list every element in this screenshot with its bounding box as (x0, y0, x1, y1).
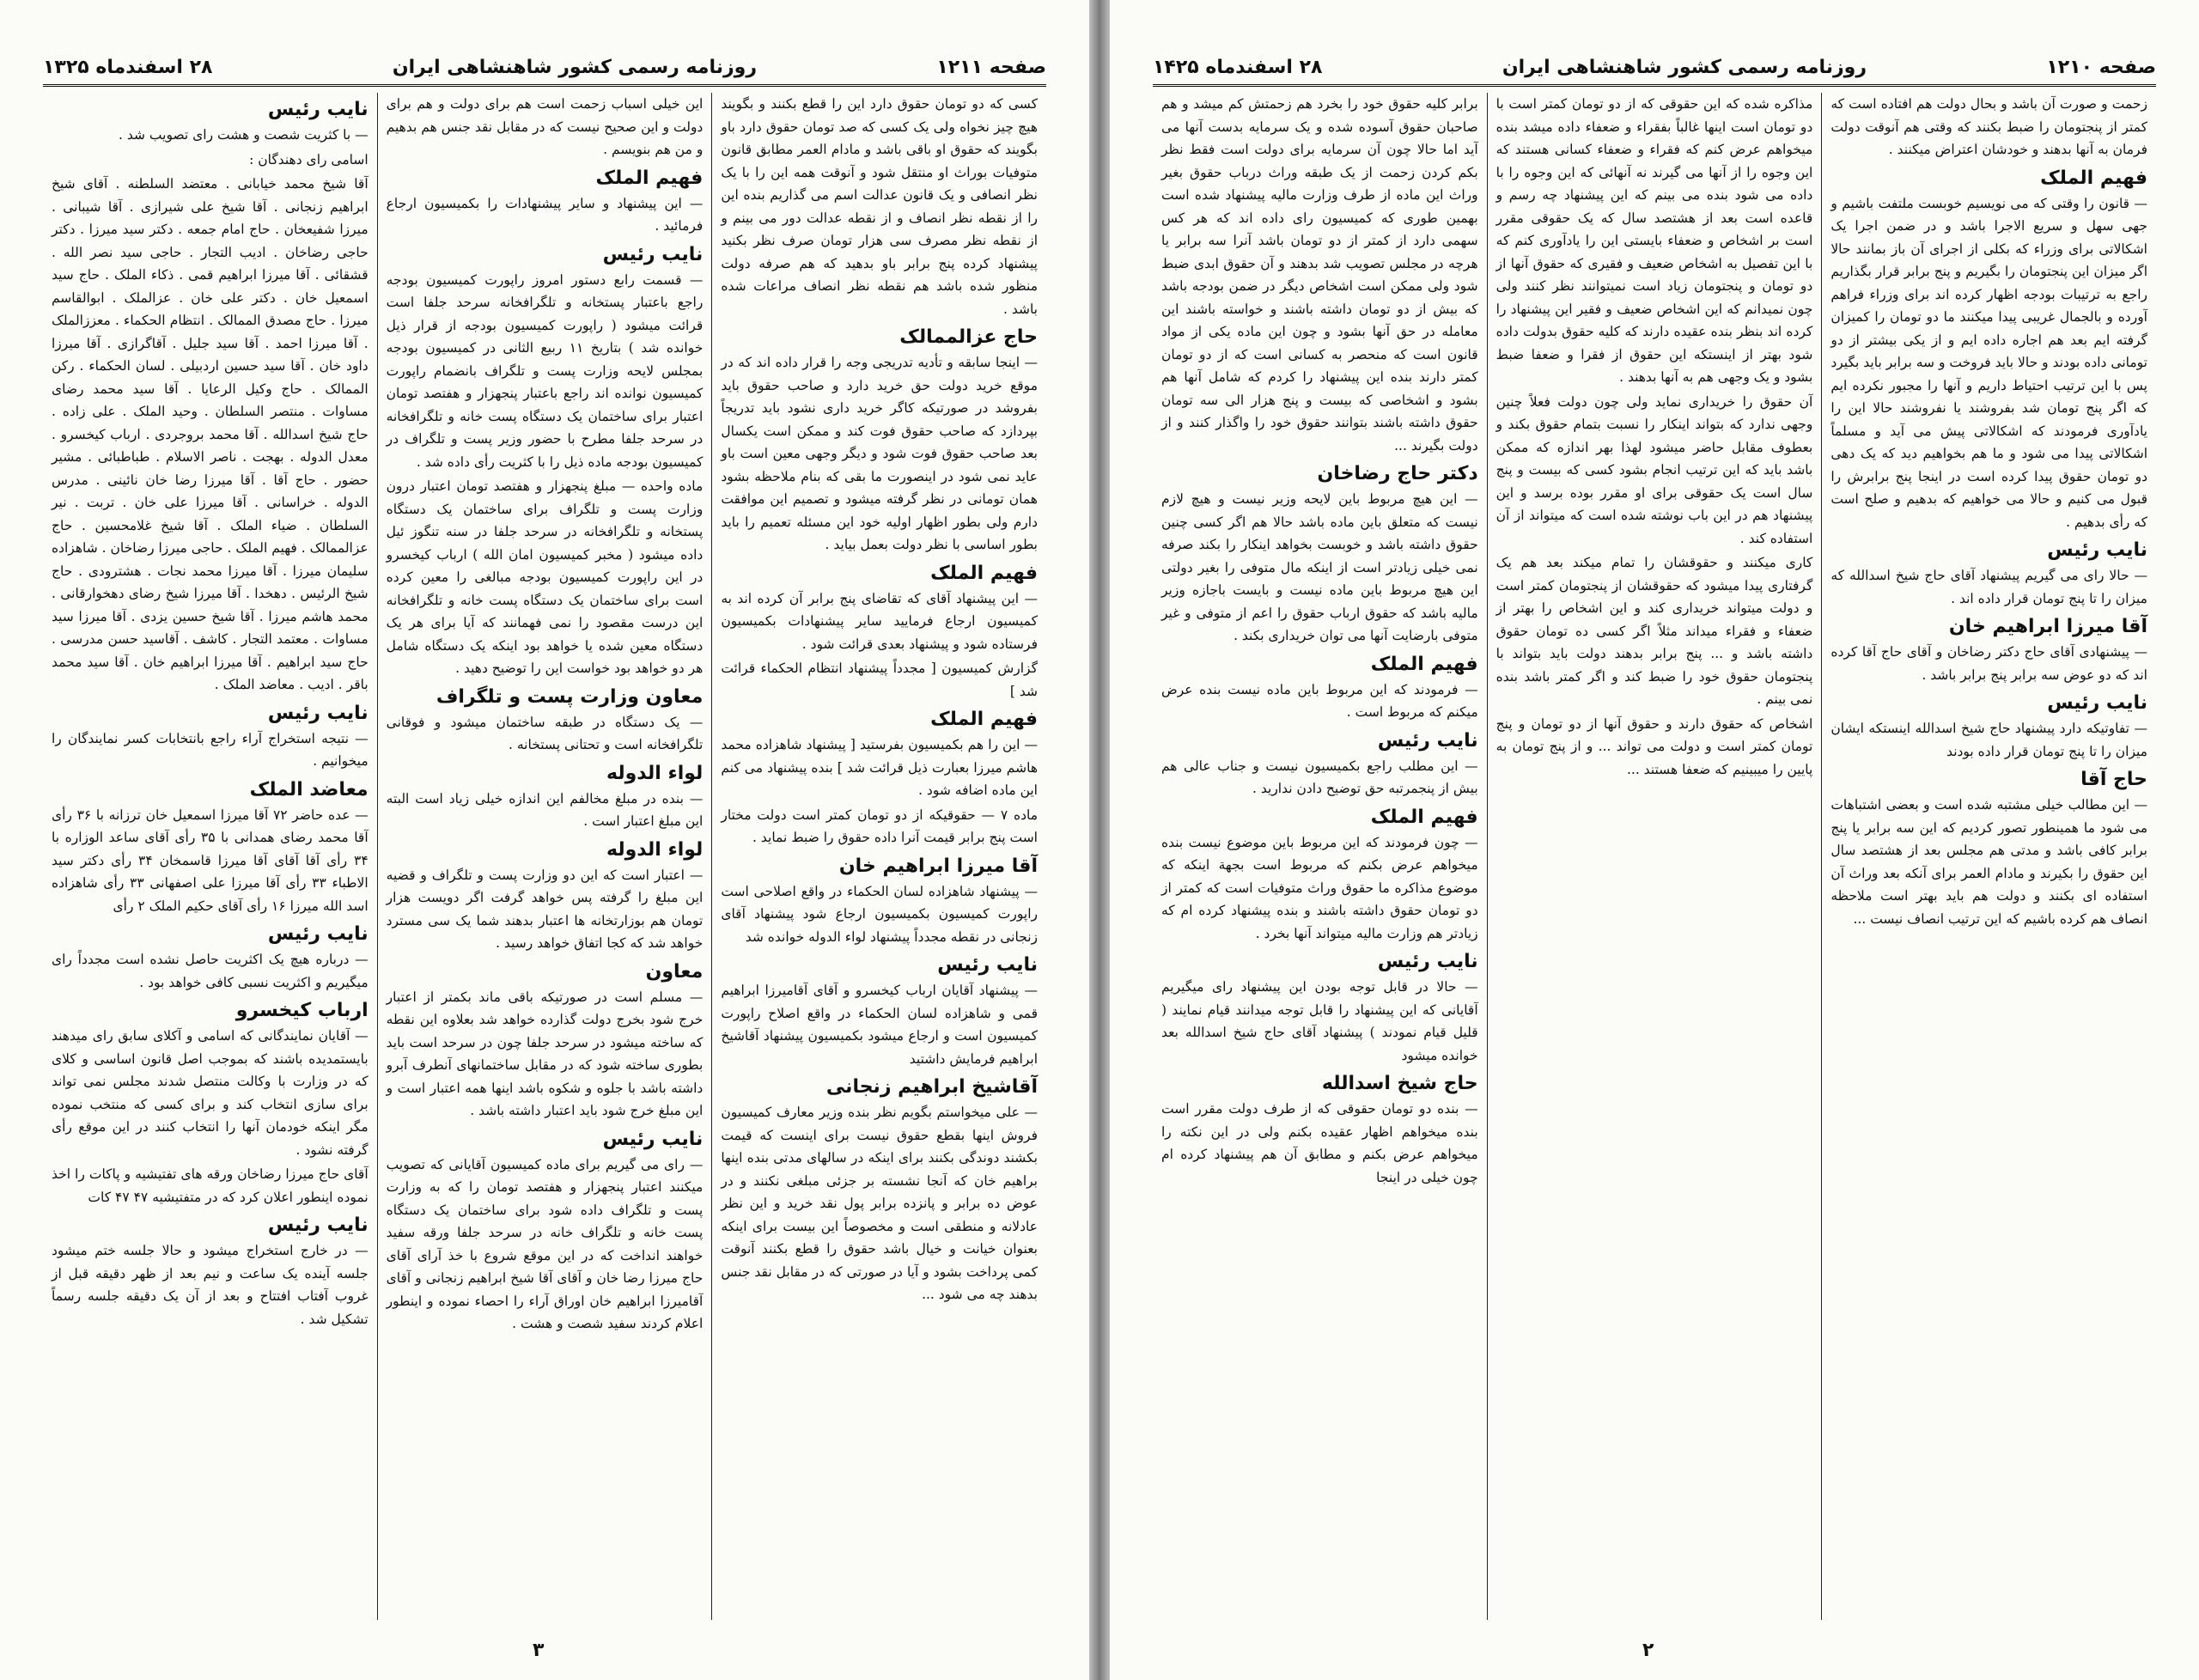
speaker-heading: آقاشیخ ابراهیم زنجانی (825, 1076, 1038, 1098)
paragraph: — درباره هیچ یک اکثریت حاصل نشده است مجدداً رای میگیریم و اکثریت نسبی کافی خواهد بود . (51, 952, 369, 990)
column-area (43, 93, 1046, 1620)
speaker-heading: نایب رئیس (937, 954, 1038, 976)
paragraph: — پیشنهادی آقای حاج دکتر رضاخان و آقای حاج آقا کرده اند که دو عوض سه برابر پنج برابر باشد . (1830, 644, 2147, 683)
text-column (1487, 93, 1822, 1620)
speaker-heading: نایب رئیس (267, 702, 369, 724)
paragraph: برابر کلیه حقوق خود را بخرد هم زحمتش کم میشد و هم صاحبان حقوق آسوده شده و یک سرمایه بدست آنها می آید اما حالا چون آن سرمایه برای دولت است فقط نظر بکم کردن زحمت از یک طبقه وراث درباب حقوق بغیر وراث این ماده از طرف وزارت مالیه پیشنهاد شده است بهمین طوری که کمیسیون رای داده اند که هر کس سهمی دارد از کمتر از دو تومان باشد آنرا سه برابر یا هرچه در مجلس تصویب شد بدهند و آن حقوق ابدی ضبط شود ولی ممکن است اشخاص دیگر در ضمن بودجه باشد که بیش از دو تومان داشته باشند و خواسته باشند این معامله در حق آنها بشود و چون این ماده یکی از مواد قانون است که منحصر به کسانی است که از دو تومان کمتر دارند بنده این پیشنهاد را کردم که شامل آنها هم بشود و اشخاصی که بیست و پنج هزار الی سه تومان حقوق داشته باشند بتوانند حقوق خود را واگذار کنند و از دولت بگیرند ... (1160, 96, 1478, 453)
issue-date: ۲۸ اسفندماه ۱۴۲۵ (1153, 56, 1323, 78)
paragraph: — چون فرمودند که این مربوط باین موضوع نیست بنده میخواهم عرض بکنم که مربوط است بجهة اینکه که موضوع مذاکره ما حقوق وراث متوفیات است که کمتر از دو تومان حقوق داشته باشند و بنده پیشنهاد کرده ام که زیادتر هم وزارت مالیه میتواند آنها بخرد . (1160, 834, 1478, 941)
paragraph: — مسلم است در صورتیکه باقی ماند بکمتر از اعتبار خرج شود بخرج دولت گذارده خواهد شد بعلاوه این نقطه که ساخته میشود در سرحد جلفا چون در سرحد است باید بطوری ساخته شود که در مقابل ساختمانهای آنطرف آبرو داشته باشد با جلوه و شکوه باشد اینها همه اعتبار است و این مبلغ خرج شود باید اعتبار داشته باشد . (386, 989, 704, 1118)
paragraph: اشخاص که حقوق دارند و حقوق آنها از دو تومان و پنج تومان کمتر است و دولت می تواند ... و از پنج تومان به پایین را میبینیم که ضعفا هستند ... (1495, 715, 1813, 777)
paragraph: — پیشنهاد شاهزاده لسان الحکماء در واقع اصلاحی است راپورت کمیسیون بکمیسیون ارجاع شود پیشنهاد آقای زنجانی در نقطه مجدداً پیشنهاد لواء الدوله خوانده شد (721, 883, 1038, 945)
paragraph: — قسمت رابع دستور امروز راپورت کمیسیون بودجه راجع باعتبار پستخانه و تلگرافخانه سرحد جلفا است قرائت میشود ( راپورت کمیسیون بودجه از قرار ذیل خوانده شد ) بتاریخ ۱۱ ربیع الثانی در کمیسیون بودجه بمجلس لایحه وزارت پست و تلگراف بانضمام راپورت کمیسیون نوانده اند راجع باعتبار پنجهزار و هفتصد تومان اعتبار برای ساختمان یک دستگاه پست خانه و تلگرافخانه در سرحد جلفا مطرح با حضور وزیر پست و تلگراف در کمیسیون بودجه ماده ذیل را با کثریت رأی داده شد . (386, 271, 704, 470)
speaker-heading: فهیم الملک (2040, 167, 2147, 189)
speaker-heading: نایب رئیس (2047, 692, 2147, 714)
paragraph: آقا شیخ محمد خیابانی . معتضد السلطنه . آقای شیخ ابراهیم زنجانی . آقا شیخ علی شیرازی . آقا شیبانی . میرزا شفیعخان . حاج امام جمعه . دکتر سید میرزا . دکتر حاجی رضاخان . ادیب التجار . حاجی سید نصر الله . قشقائی . آقا میرزا ابراهیم قمی . ذکاء الملک . حاج سید اسمعیل خان . دکتر علی خان . عزالملک . ابوالقاسم میرزا . حاج مصدق الممالک . انتظام الحکماء . معززالملک . آقا میرزا احمد . آقا سید جلیل . آقاگرازی . آقا میرزا داود خان . آقا سید حسین اردبیلی . لسان الحکماء . رکن الممالک . حاج وکیل الرعایا . آقا سید محمد رضای مساوات . منتصر السلطان . وحید الملک . علی زاده . حاج شیخ اسدالله . آقا محمد بروجردی . ارباب کیخسرو . معدل الدوله . بهجت . ناصر الاسلام . طباطبائی . مشیر حضور . حاج آقا . آقا میرزا رضا خان نائینی . مدرس الدوله . خراسانی . آقا میرزا علی خان . تربت . نیر السلطان . ضیاء الملک . آقا شیخ غلامحسین . حاج عزالممالک . فهیم الملک . حاجی میرزا رضاخان . شاهزاده سلیمان میرزا . آقا میرزا محمد نجات . هشترودی . حاج شیخ الرئیس . دهخدا . آقا میرزا شیخ رضای دهخوارقانی . محمد هاشم میرزا . آقا شیخ حسین یزدی . آقا میرزا سید مساوات . معتمد التجار . کاشف . آقاسید حسن مدرسی . حاج سید ابراهیم . آقا میرزا ابراهیم خان . آقا سید محمد باقر . ادیب . معاضد الملک . (51, 176, 369, 692)
speaker-heading: آقا میرزا ابراهیم خان (838, 855, 1038, 877)
paragraph: کاری میکنند و حقوقشان را تمام میکند بعد هم یک گرفتاری پیدا میشود که حقوقشان از پنجتومان کمتر است و دولت میتواند خریداری کند و این اشخاص را بهتر از ضعفاء و فقراء میداند مثلاً اگر کسی ده تومان حقوق داشته باشد و ... پنج برابر بدهند دولت باید بتواند با پنجتومان حقوق خود را ضبط کند و اگر کمتر باشد بنده نمی بینم . (1495, 555, 1813, 707)
speaker-heading: نایب رئیس (267, 1214, 369, 1236)
speaker-heading: معاون (645, 960, 704, 983)
paragraph: — این را هم بکمیسیون بفرستید [ پیشنهاد شاهزاده محمد هاشم میرزا بعبارت ذیل قرائت شد ] بنده پیشنهاد می کنم این ماده اضافه شود . (721, 737, 1038, 798)
paragraph: — این پیشنهاد و سایر پیشنهادات را بکمیسیون ارجاع فرمائید . (386, 195, 704, 234)
paragraph: — حالا در قابل توجه بودن این پیشنهاد رای میگیریم آقایانی که این پیشنهاد را قابل توجه میدانند قیام نمایند ( قلیل قیام نمودند ) پیشنهاد آقای حاج شیخ اسدالله بعد خوانده میشود (1160, 979, 1478, 1063)
speaker-heading: نایب رئیس (267, 99, 369, 120)
speaker-heading: نایب رئیس (1377, 951, 1478, 972)
paragraph: — عده حاضر ۷۲ آقا میرزا اسمعیل خان ترزانه با ۳۶ رأی آقا محمد رضای همدانی با ۳۵ رأی آقای ساعد الوزاره با ۳۴ رأی آقا آقای آقا میرزا قاسمخان ۳۴ رأی دکتر سید الاطباء ۳۳ رأی آقا میرزا علی اصفهانی ۳۳ رأی شاهزاده اسد الله میرزا ۱۶ رأی آقای حکیم الملک ۲ رأی (51, 807, 369, 914)
paragraph: — این هیچ مربوط باین لایحه وزیر نیست و هیچ لازم نیست که متعلق باین ماده باشد حالا هم اگر کسی چنین حقوق داشته باشد و خوبست بخواهد اینکار را بکند صرفه نمی خیلی زیادتر است از اینکه مال متوفی را بغیر دولتی این هیچ مربوط باین ماده نیست و بایست باجازه وزیر مالیه باشد که حقوق ارباب حقوق را اعم از متوفی و غیر متوفی بارضایت آنها می توان خریداری بکند . (1160, 491, 1478, 643)
paragraph: — حالا رای می گیریم پیشنهاد آقای حاج شیخ اسدالله که میزان را تا پنج تومان قرار داده اند . (1830, 568, 2147, 606)
speaker-heading: آقا میرزا ابراهیم خان (1948, 616, 2147, 637)
paragraph: آقای حاج میرزا رضاخان ورقه های تفتیشیه و پاکات را اخذ نموده اینطور اعلان کرد که در متفتیشیه ۴۷ ۴۷ کات (51, 1166, 369, 1205)
paragraph: گزارش کمیسیون [ مجدداً پیشنهاد انتظام الحکماء قرائت شد ] (721, 660, 1038, 699)
paragraph: مذاکره شده که این حقوقی که از دو تومان کمتر است با دو تومان است اینها غالباً بفقراء و ضعفاء داده میشد بنده میخواهم عرض کنم که فقراء و ضعفاء کسانی هستند که این وجوه را از آنها می گیرند نه آنهائی که این وجوه را با داده می شود بنده می بینم که این پیشنهاد چه رسم و قاعده است بعد از هشتصد سال که یک حقوقی مقرر است بر اشخاص و ضعفاء بایستی این را یادآوری کنم که با این تفصیل به اشخاص ضعیف و فقیری که حقوق آنها از دو تومان و پنجتومان زیاد است نمیتوانند نظر کنند ولی چون نمیدانم که این اشخاص ضعیف و فقیر این پیشنهاد را کرده اند بنظر بنده عقیده دارند که کلیه حقوق بدولت داده شود بهتر از اینستکه این حقوق از فقرا و ضعفا ضبط بشود و یک وجهی هم به آنها بدهند . (1495, 96, 1813, 385)
paragraph: — فرمودند که این مربوط باین ماده نیست بنده عرض میکنم که مربوط است . (1160, 681, 1478, 720)
text-column (1153, 93, 1487, 1620)
paragraph: — علی میخواستم بگویم نظر بنده وزیر معارف کمیسیون فروش اینها بقطع حقوق نیست برای اینست که قیمت بکشند دوندگی بکنند برای اینکه در سالهای مدتی بنده اینها براهیم خان که آنجا نشسته بر جزئی مبلغی نکنند و در عوض ده برابر و پانزده برابر پول نقد خرید و این نظر عادلانه و منطقی است و مخصوصاً این بیست برای اینکه بعنوان خیانت و خیال باشد حقوق را قطع بکنند آنوقت کمی پرداخت بشود و آیا در صورتی که در مقابل نقد جنس بدهند چه می شود ... (721, 1105, 1038, 1302)
paragraph: آن حقوق را خریداری نماید ولی چون دولت فعلاً چنین وجهی ندارد که بتواند اینکار را نسبت بتمام حقوق بکند و بعطوف مقابل حاضر میشود لهذا بهر اندازه که ممکن باشد باید که این ترتیب انجام بشود کسی که بیست و پنج سال است یک حقوقی برای او مقرر بوده برسد و این پیشنهاد هم در این باب نوشته شده است که میتواند از آن استفاده کند . (1495, 393, 1813, 546)
speaker-heading: حاج آقا (2080, 769, 2147, 790)
speaker-heading: لواء الدوله (606, 762, 704, 784)
page-number: ۳ (533, 1640, 545, 1661)
masthead: روزنامه رسمی کشور شاهنشاهی ایران (392, 56, 757, 78)
paragraph: — با کثریت شصت و هشت رای تصویب شد . (119, 127, 369, 143)
speaker-heading: فهیم الملک (595, 167, 704, 189)
speaker-heading: حاج عزالممالک (899, 326, 1038, 348)
column-area (1153, 93, 2156, 1620)
page-number: ۲ (1642, 1640, 1654, 1661)
text-column (43, 93, 377, 1620)
paragraph: — یک دستگاه در طبقه ساختمان میشود و فوقانی تلگرافخانه است و تحتانی پستخانه . (386, 714, 704, 752)
paragraph: ماده ۷ — حقوقیکه از دو تومان کمتر است دولت مختار است پنج برابر قیمت آنرا داده حقوق را ضبط نماید . (721, 807, 1038, 845)
speaker-heading: حاج شیخ اسدالله (1321, 1073, 1478, 1094)
text-column (377, 93, 712, 1620)
paragraph: کسی که دو تومان حقوق دارد این را قطع بکنند و بگویند هیچ چیز نخواه ولی یک کسی که صد تومان حقوق دارد باو بگویند که حقوق او باقی باشد و مادام العمر مطابق قانون متوفیات بوراث او منتقل شود و آنوقت همه این را با یک نظر انصافی و یک قانون عدالت اسم می گذاریم بنده این را از نقطه نظر انصاف و از نقطه عدالت دور می بینم و از نقطه نظر مصرف سی هزار تومان صرف نظر بکنید پیشنهاد کرده پنج برابر باو بدهید که هم صرفه دولت منظور شده باشد هم نقطه نظر انصاف مراعات شده باشد . (721, 96, 1038, 317)
speaker-heading: نایب رئیس (1377, 729, 1478, 752)
speaker-heading: لواء الدوله (606, 838, 704, 861)
paragraph: — قانون را وقتی که می نویسیم خوبست ملتفت باشیم و جهی سهل و سریع الاجرا باشد و در ضمن اجرا یک اشکالاتی برای وزراء که بکلی از اجرای آن باز بمانند حالا اگر میزان این پنجتومان را بگیریم و پنج برابر قرار بگذاریم راجع به ترتیبات بودجه اظهار کرده اند برای وزراء فراهم آورده و بالجمال غریبی پیدا میکنند ما دو تومان را کمیزان گرفته ایم بعد هم اجاره داده ایم و از یکی بیشتر از دو تومانی داده بودند و حالا باید فروخت و سه برابر باید بگیرد پس با این ترتیب احتیاط داریم و آنها را مجبور نکرده ایم که اگر پنج تومان شد بفروشند یا نفروشند حالا این را یادآوری فرمودند که اشکالاتی پیش می آید و مسلماً اشکالاتی پیدا می شود و ما هم بخواهیم دید که یک دهی دو تومان حقوق پیدا کرده است در اینجا پنج برابرش را قبول می کنیم و حالا می خواهیم که بدهیم و صلح است که رأی بدهیم . (1830, 195, 2147, 530)
paragraph: اسامی رای دهندگان : (249, 151, 369, 167)
paragraph: این خیلی اسباب زحمت است هم برای دولت و هم برای دولت و این صحیح نیست که در مقابل نقد جنس هم بدهیم و من هم بنویسم . (386, 96, 704, 157)
paragraph: — در خارج استخراج میشود و حالا جلسه ختم میشود جلسه آینده یک ساعت و نیم بعد از ظهر دقیقه قبل از غروب آفتاب افتتاح و بعد از آن یک دقیقه جلسه رسماً تشکیل شد . (51, 1243, 369, 1327)
paragraph: — این پیشنهاد آقای که تقاضای پنج برابر آن کرده اند به کمیسیون ارجاع فرمایید سایر پیشنهادات بکمیسیون فرستاده شود و پیشنهاد بعدی قرائت شود . (721, 590, 1038, 652)
masthead: روزنامه رسمی کشور شاهنشاهی ایران (1502, 56, 1867, 78)
speaker-heading: فهیم الملک (1370, 653, 1478, 675)
speaker-heading: فهیم الملک (930, 562, 1038, 584)
speaker-heading: فهیم الملک (1370, 806, 1478, 828)
speaker-heading: ارباب کیخسرو (235, 1000, 369, 1021)
paragraph: — تفاوتیکه دارد پیشنهاد حاج شیخ اسدالله اینستکه ایشان میزان را تا پنج تومان قرار داده بودند (1830, 721, 2147, 759)
paragraph: — آقایان نمایندگانی که اسامی و آکلای سابق رای میدهند بایستمدیده باشند که بموجب اصل قانون اساسی و کلای که در وزارت با وکالت منتصل شدند مجلس نمی تواند برای سازی انتخاب کند و برای کسی که منتخب نموده مگر اینکه خودمان آنها را انتخاب کنند در این موقع رأی گرفته نشود . (51, 1028, 369, 1158)
speaker-heading: نایب رئیس (267, 923, 369, 945)
speaker-heading: دکتر حاج رضاخان (1317, 463, 1478, 484)
page-header (1153, 50, 2156, 87)
speaker-heading: معاون وزارت پست و تلگراف (436, 685, 704, 708)
speaker-heading: نایب رئیس (602, 1128, 704, 1150)
speaker-heading: معاضد الملک (249, 778, 369, 800)
paragraph: — نتیجه استخراج آراء راجع بانتخابات کسر نمایندگان را میخوانیم . (51, 730, 369, 769)
paragraph: — این مطلب راجع بکمیسیون نیست و جناب عالی هم بیش از پنجمرتبه حق توضیح دادن ندارید . (1160, 758, 1478, 796)
paragraph: — رای می گیریم برای ماده کمیسیون آقایانی که تصویب میکنند اعتبار پنجهزار و هفتصد تومان را که به وزارت پست و تلگراف داده شود برای ساختمان یک دستگاه پست خانه و تلگراف خانه در سرحد جلفا ورقه سفید خواهند انداخت که در این موقع شروع با خذ آرای آقای حاج میرزا رضا خان و آقای آقا شیخ ابراهیم زنجانی و آقای آقامیرزا ابراهیم خان اوراق آراء را احصاء نموده و اینطور اعلام کردند سفید شصت و هشت . (386, 1156, 704, 1331)
paragraph: — پیشنهاد آقایان ارباب کیخسرو و آقای آقامیرزا ابراهیم قمی و شاهزاده لسان الحکماء در واقع اصلاح راپورت کمیسیون است و ارجاع میشود بکمیسیون پیشنهاد آقاشیخ ابراهیم فرمایش داشتید (721, 983, 1038, 1067)
page-header (43, 50, 1046, 87)
paragraph: زحمت و صورت آن باشد و بحال دولت هم افتاده است که کمتر از پنجتومان را ضبط بکنند که وقتی هم آنوقت دولت فرمان به آنها بدهند و خودشان اعتراض میکنند . (1830, 96, 2147, 157)
issue-date: ۲۸ اسفندماه ۱۳۲۵ (43, 56, 213, 78)
paragraph: — اینجا سابقه و تأدیه تدریجی وجه را قرار داده اند که در موقع خرید دولت حق خرید دارد و صاحب حقوق باید بفروشد در صورتیکه کاگر خرید داری نشود باید تدریجاً بپردازد که صاحب حقوق فوت کند و ممکن است یکسال بعد صاحب حقوق فوت شود و دیگر وجهی معین است باو عاید نمی شود در اینصورت ما بقی که بنام ملاحظه بشود همان تومانی در نظر گرفته میشود و تصمیم این موافقت دارم ولی بطور اظهار اولیه خود این مسئله تعمیم را باید بطور اساسی با نظر دولت بعمل بیاید . (721, 355, 1038, 552)
right-page (1110, 0, 2199, 1680)
book-gutter (1089, 0, 1110, 1680)
paragraph: — این مطالب خیلی مشتبه شده است و بعضی اشتباهات می شود ما همینطور تصور کردیم که این سه برابر یا پنج برابر کافی باشد و مدتی هم مجلس بعد از هشتصد سال این حقوق را بکیرند و مادام العمر برای آنکه بعد وراث آن استفاده ای بکنند و دولت هم باید بهتر است ملاحظه انصاف هم کرده باشیم که این ترتیب انصاف نیست ... (1830, 797, 2147, 927)
speaker-heading: نایب رئیس (602, 243, 704, 265)
text-column (1821, 93, 2156, 1620)
paragraph: — بنده در مبلغ مخالفم این اندازه خیلی زیاد است البته این مبلغ اعتبار است . (386, 790, 704, 829)
paragraph: — بنده دو تومان حقوقی که از طرف دولت مقرر است بنده میخواهم اظهار عقیده بکنم ولی در این نکته را میخواهم عرض بکنم و مطابق آن هم پیشنهاد کرده ام چون خیلی در اینجا (1160, 1101, 1478, 1185)
paragraph: — اعتبار است که این دو وزارت پست و تلگراف و قضیه این مبلغ را گرفته پس خواهد گرفت اگر دویست هزار تومان هم بوزارتخانه ها اعتبار بدهند شما یک سی مسترد خواهد شد که کجا اتفاق خواهد رسید . (386, 867, 704, 951)
paragraph: ماده واحده — مبلغ پنجهزار و هفتصد تومان اعتبار درون وزارت پست و تلگراف برای ساختمان یک دستگاه پستخانه و تلگرافخانه در سرحد جلفا در سنه تنگوز ئیل داده میشود ( مخبر کمیسیون امان الله ) ارباب کیخسرو در این راپورت کمیسیون بودجه مبالغی را معین کرده است برای ساختمان یک دستگاه پست خانه و تلگرافخانه این درست مقصود را نمی فهمانند که آیا برای هر یک دستگاه معین شده یا خواهد بود اینکه یک دستگاه شامل هر دو خواهد بود خواست این را توضیح دهید . (386, 478, 704, 676)
text-column (711, 93, 1046, 1620)
left-page (0, 0, 1089, 1680)
page-label: صفحه ۱۲۱۱ (936, 56, 1046, 78)
speaker-heading: نایب رئیس (2047, 539, 2147, 561)
speaker-heading: فهیم الملک (930, 709, 1038, 730)
page-label: صفحه ۱۲۱۰ (2046, 56, 2156, 78)
